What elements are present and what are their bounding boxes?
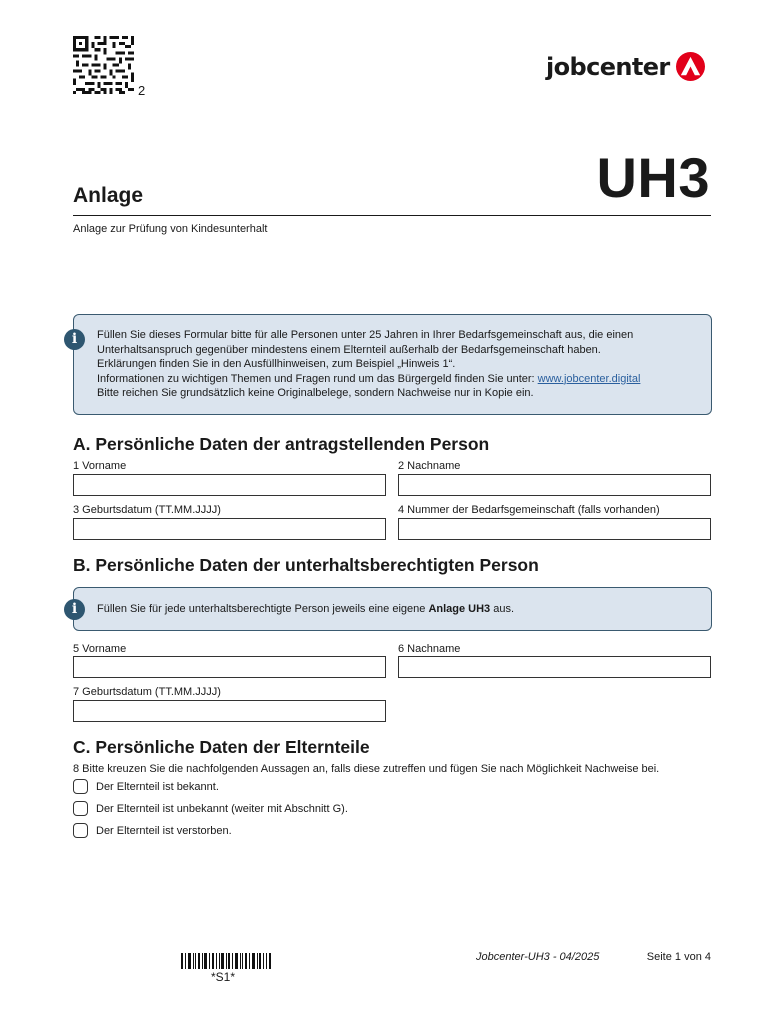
info-text: Füllen Sie für jede unterhaltsberechtigte Person jeweils eine eigene <box>97 603 429 615</box>
checkbox[interactable] <box>73 823 88 838</box>
option-row[interactable] <box>73 801 348 816</box>
info-text: aus. <box>490 603 515 615</box>
section-c-heading: C. Persönliche Daten der Elternteile <box>73 737 370 757</box>
jobcenter-link[interactable]: www.jobcenter.digital <box>537 372 641 385</box>
berechtigt-geburtsdatum-input[interactable] <box>73 700 386 722</box>
page-indicator: Seite 1 von 4 <box>646 951 711 963</box>
barcode-label: *S1* <box>211 970 236 984</box>
geburtsdatum-input[interactable] <box>73 518 386 540</box>
form-version: Jobcenter-UH3 - 04/2025 <box>476 951 600 963</box>
vorname-input[interactable] <box>73 474 386 496</box>
berechtigt-nachname-input[interactable] <box>398 656 711 678</box>
info-line: Unterhaltsanspruch gegenüber mindestens einem Elternteil außerhalb der Bedarfsgemeinschaft haben. <box>97 343 601 356</box>
intro-info-box <box>73 314 712 415</box>
field-label: 7 Geburtsdatum (TT.MM.JJJJ) <box>73 686 221 698</box>
checkbox[interactable] <box>73 779 88 794</box>
info-line-text: Informationen zu wichtigen Themen und Fragen rund um das Bürgergeld finden Sie unter: <box>97 372 538 385</box>
field-label: 6 Nachname <box>398 643 461 655</box>
option-row[interactable] <box>73 779 219 794</box>
info-line: Bitte reichen Sie grundsätzlich keine Originalbelege, sondern Nachweise nur in Kopie ein. <box>97 387 534 399</box>
bedarfsgemeinschaft-number-input[interactable] <box>398 518 711 540</box>
question-text: 8 Bitte kreuzen Sie die nachfolgenden Aussagen an, falls diese zutreffen und fügen Sie nach Möglichkeit Nachweise bei. <box>73 763 660 775</box>
option-row[interactable] <box>73 823 232 838</box>
field-label: 3 Geburtsdatum (TT.MM.JJJJ) <box>73 504 221 516</box>
info-line <box>97 372 701 387</box>
page-title: Anlage <box>73 184 144 207</box>
title-divider <box>73 215 711 216</box>
checkbox[interactable] <box>73 801 88 816</box>
nachname-input[interactable] <box>398 474 711 496</box>
field-label: 4 Nummer der Bedarfsgemeinschaft (falls vorhanden) <box>398 504 660 516</box>
section-b-info-text <box>74 602 701 617</box>
form-code: UH3 <box>596 146 710 209</box>
section-a-heading: A. Persönliche Daten der antragstellenden Person <box>73 434 490 454</box>
option-label: Der Elternteil ist verstorben. <box>96 824 232 837</box>
info-emphasis: Anlage UH3 <box>428 603 491 615</box>
page-number-mark: 2 <box>138 83 146 98</box>
logo-text: jobcenter <box>546 52 670 81</box>
logo-mark-icon <box>676 52 705 81</box>
info-line: Füllen Sie dieses Formular bitte für alle Personen unter 25 Jahren in Ihrer Bedarfsgemeinschaft aus, die einen <box>97 329 634 341</box>
info-line: Erklärungen finden Sie in den Ausfüllhinweisen, zum Beispiel „Hinweis 1“. <box>97 358 456 370</box>
intro-info-text <box>74 328 701 401</box>
option-label: Der Elternteil ist unbekannt (weiter mit Abschnitt G). <box>96 802 348 815</box>
section-b-info-box <box>73 587 712 631</box>
field-label: 5 Vorname <box>73 643 127 655</box>
info-icon: i <box>64 599 85 620</box>
option-label: Der Elternteil ist bekannt. <box>96 780 219 793</box>
page-subtitle: Anlage zur Prüfung von Kindesunterhalt <box>73 223 268 235</box>
section-b-heading: B. Persönliche Daten der unterhaltsberechtigten Person <box>73 555 539 575</box>
field-label: 2 Nachname <box>398 460 461 472</box>
jobcenter-logo <box>546 52 705 81</box>
info-icon: i <box>64 329 85 350</box>
qr-code <box>73 36 134 94</box>
field-label: 1 Vorname <box>73 460 127 472</box>
berechtigt-vorname-input[interactable] <box>73 656 386 678</box>
barcode <box>181 953 271 969</box>
